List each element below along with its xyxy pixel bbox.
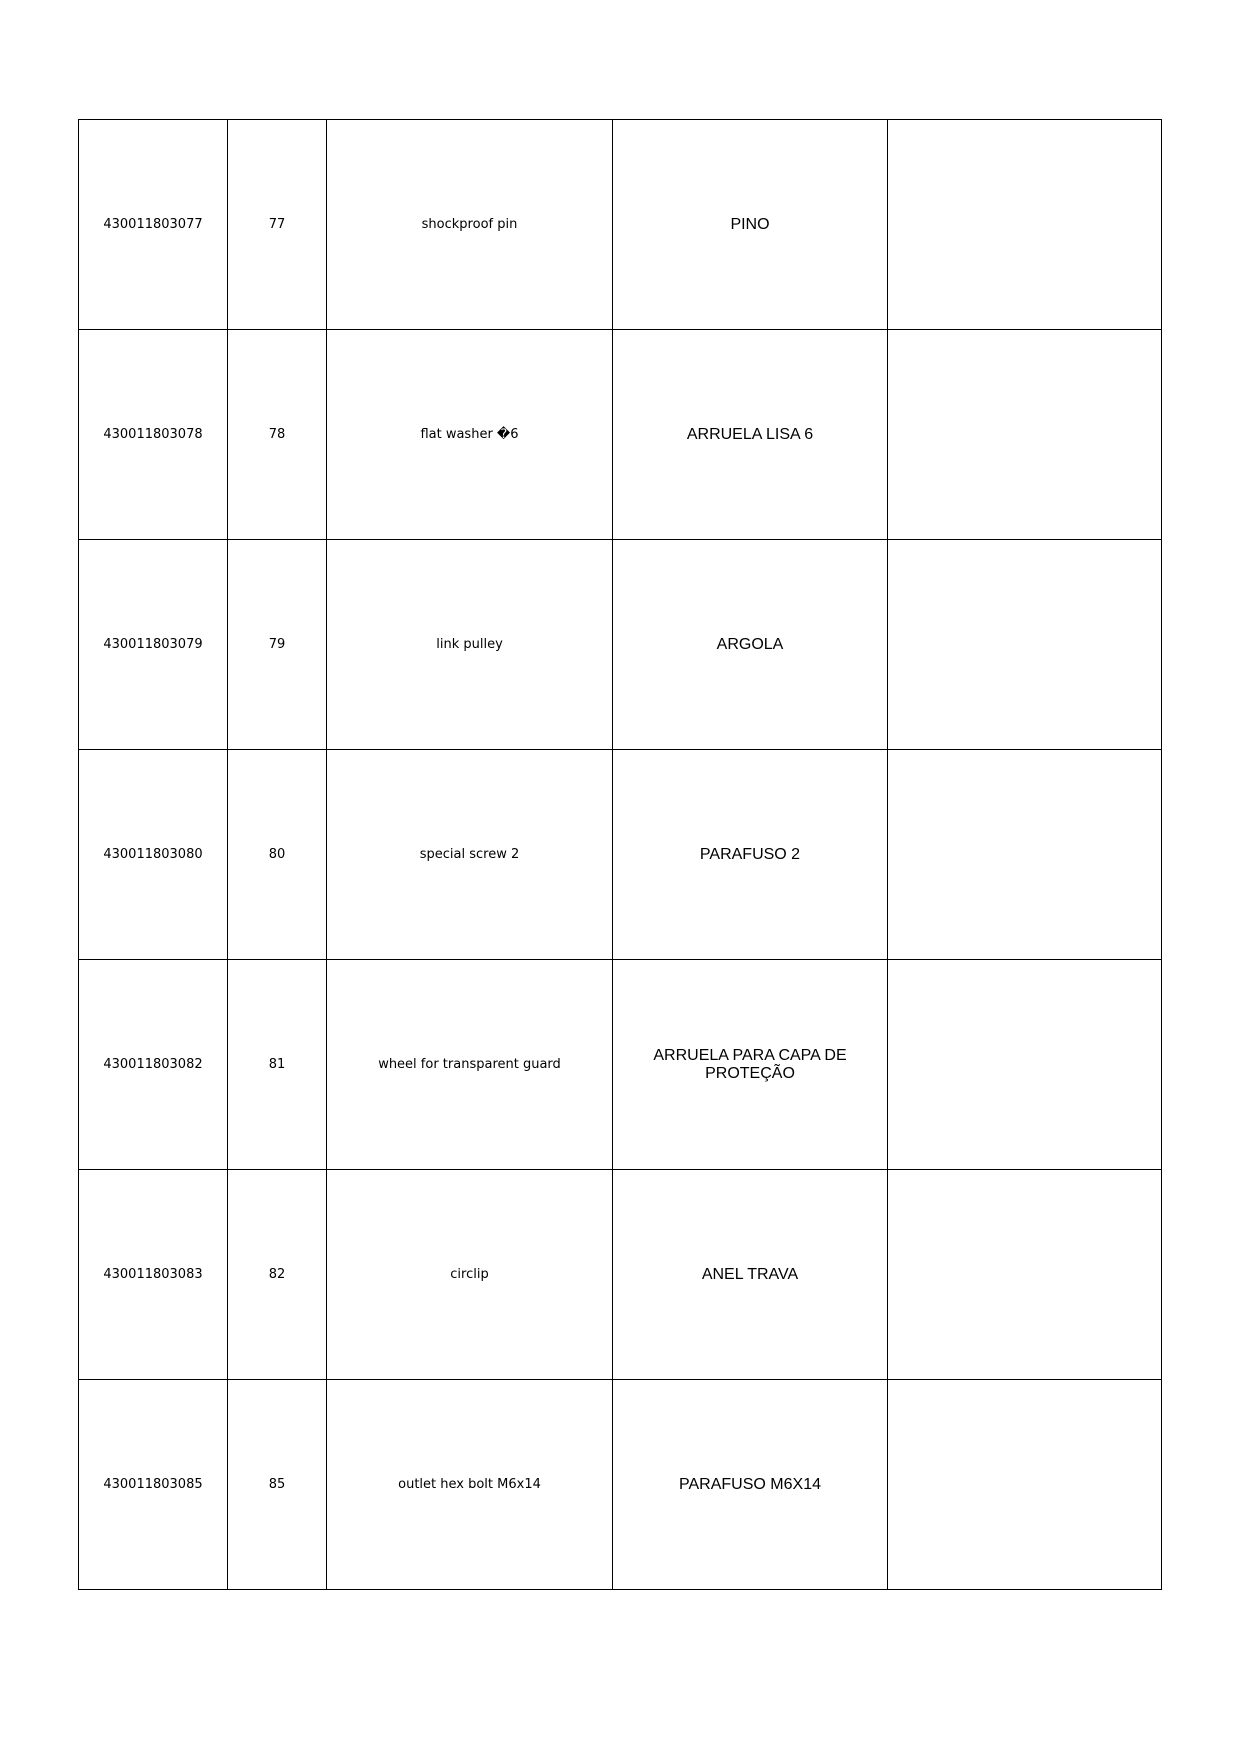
table-row <box>79 750 1162 960</box>
english-description-cell: circlip <box>327 1170 613 1380</box>
portuguese-description-cell: ARGOLA <box>613 540 888 750</box>
portuguese-description-cell: ANEL TRAVA <box>613 1170 888 1380</box>
empty-cell <box>888 540 1162 750</box>
portuguese-description-cell: PINO <box>613 120 888 330</box>
part-code-cell: 430011803082 <box>79 960 228 1170</box>
table-row <box>79 120 1162 330</box>
table-row <box>79 1380 1162 1590</box>
position-number-cell: 79 <box>228 540 327 750</box>
portuguese-description-cell: ARRUELA PARA CAPA DE PROTEÇÃO <box>613 960 888 1170</box>
table-row <box>79 1170 1162 1380</box>
english-description-cell: shockproof pin <box>327 120 613 330</box>
part-code-cell: 430011803079 <box>79 540 228 750</box>
part-code-cell: 430011803083 <box>79 1170 228 1380</box>
empty-cell <box>888 1380 1162 1590</box>
part-code-cell: 430011803085 <box>79 1380 228 1590</box>
part-code-cell: 430011803077 <box>79 120 228 330</box>
empty-cell <box>888 1170 1162 1380</box>
table-row <box>79 960 1162 1170</box>
position-number-cell: 77 <box>228 120 327 330</box>
position-number-cell: 82 <box>228 1170 327 1380</box>
english-description-cell: wheel for transparent guard <box>327 960 613 1170</box>
empty-cell <box>888 330 1162 540</box>
position-number-cell: 80 <box>228 750 327 960</box>
empty-cell <box>888 960 1162 1170</box>
portuguese-description-cell: ARRUELA LISA 6 <box>613 330 888 540</box>
part-code-cell: 430011803078 <box>79 330 228 540</box>
english-description-cell: special screw 2 <box>327 750 613 960</box>
position-number-cell: 78 <box>228 330 327 540</box>
english-description-cell: link pulley <box>327 540 613 750</box>
position-number-cell: 81 <box>228 960 327 1170</box>
empty-cell <box>888 750 1162 960</box>
parts-table <box>78 119 1162 1590</box>
portuguese-description-cell: PARAFUSO M6X14 <box>613 1380 888 1590</box>
english-description-cell: flat washer �6 <box>327 330 613 540</box>
table-row <box>79 330 1162 540</box>
position-number-cell: 85 <box>228 1380 327 1590</box>
portuguese-description-cell: PARAFUSO 2 <box>613 750 888 960</box>
empty-cell <box>888 120 1162 330</box>
table-row <box>79 540 1162 750</box>
part-code-cell: 430011803080 <box>79 750 228 960</box>
english-description-cell: outlet hex bolt M6x14 <box>327 1380 613 1590</box>
